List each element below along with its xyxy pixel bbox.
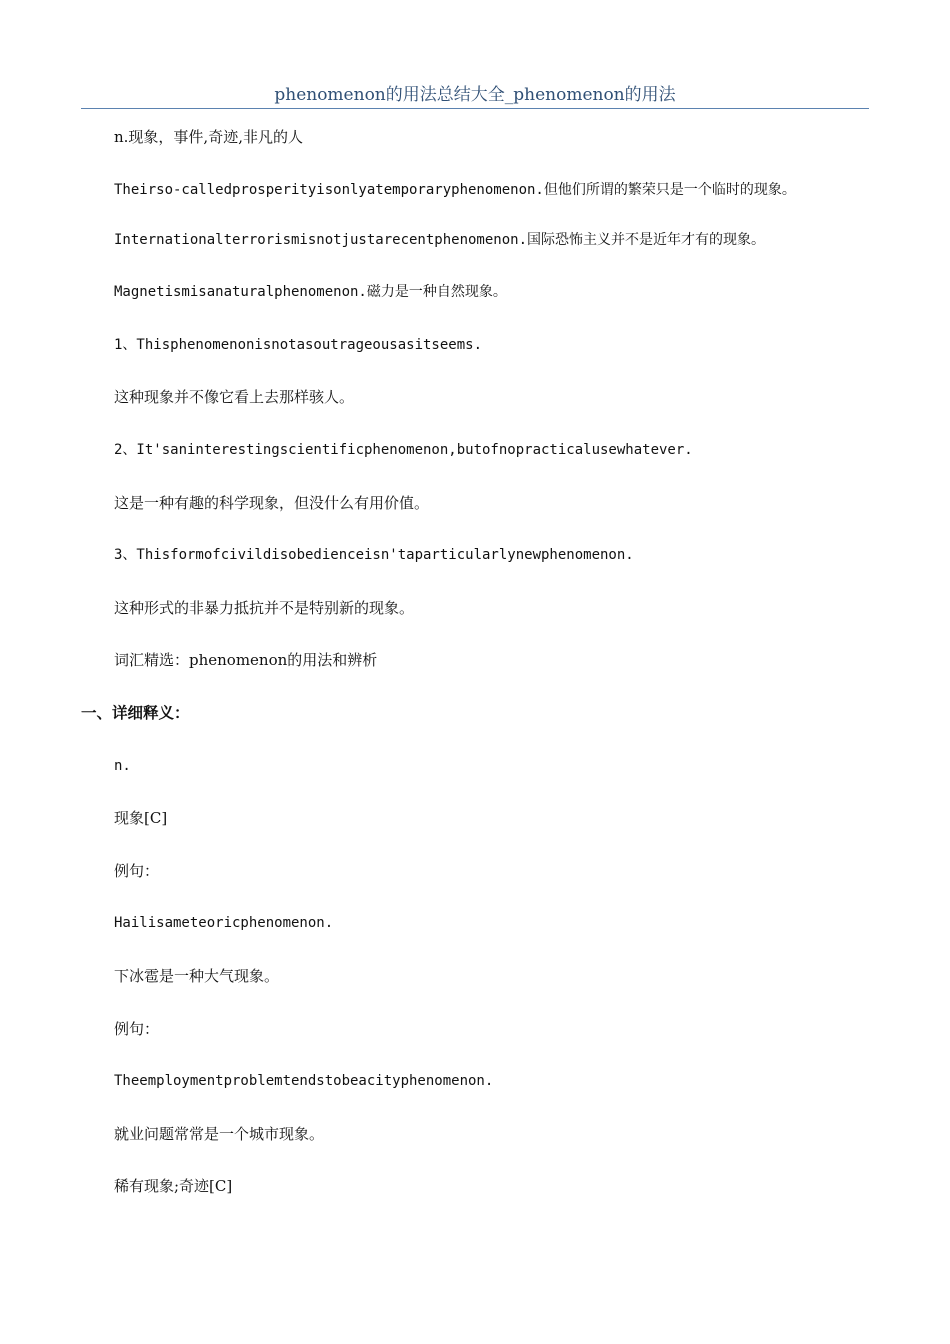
definition-line: 下冰雹是一种大气现象。	[114, 966, 280, 985]
definition-line: 就业问题常常是一个城市现象。	[114, 1124, 325, 1143]
definition-line: Hailisameteoricphenomenon.	[114, 915, 334, 932]
page-header-title: phenomenon的用法总结大全_phenomenon的用法	[274, 85, 676, 105]
section-heading: 一、详细释义：	[81, 702, 190, 722]
paragraph: 这种形式的非暴力抵抗并不是特别新的现象。	[114, 598, 415, 617]
definition-line: 稀有现象;奇迹[C]	[114, 1177, 233, 1196]
definition-line: 例句：	[114, 1019, 160, 1038]
header-divider	[81, 108, 869, 109]
paragraph: 这种现象并不像它看上去那样骇人。	[114, 388, 355, 407]
document-body	[81, 124, 869, 1226]
paragraph: Internationalterrorismisnotjustarecentphenomenon.国际恐怖主义并不是近年才有的现象。	[114, 231, 766, 248]
definition-line: 例句：	[114, 861, 160, 880]
paragraph: 1、Thisphenomenonisnotasoutrageousasitseems.	[114, 336, 483, 353]
definition-line: 现象[C]	[114, 809, 168, 828]
paragraph: 词汇精选：phenomenon的用法和辨析	[114, 651, 378, 670]
definition-line: n.	[114, 757, 131, 774]
paragraph: 3、Thisformofcivildisobedienceisn'taparticularlynewphenomenon.	[114, 547, 634, 564]
paragraph: Theirso-calledprosperityisonlyatemporaryphenomenon.但他们所谓的繁荣只是一个临时的现象。	[114, 181, 796, 198]
paragraph: 2、It'saninterestingscientificphenomenon,butofnopracticalusewhatever.	[114, 441, 693, 458]
paragraph: n.现象，事件,奇迹,非凡的人	[114, 128, 303, 146]
paragraph: Magnetismisanaturalphenomenon.磁力是一种自然现象。	[114, 284, 507, 301]
paragraph: 这是一种有趣的科学现象，但没什么有用价值。	[114, 493, 430, 512]
definition-line: Theemploymentproblemtendstobeacityphenomenon.	[114, 1073, 494, 1090]
